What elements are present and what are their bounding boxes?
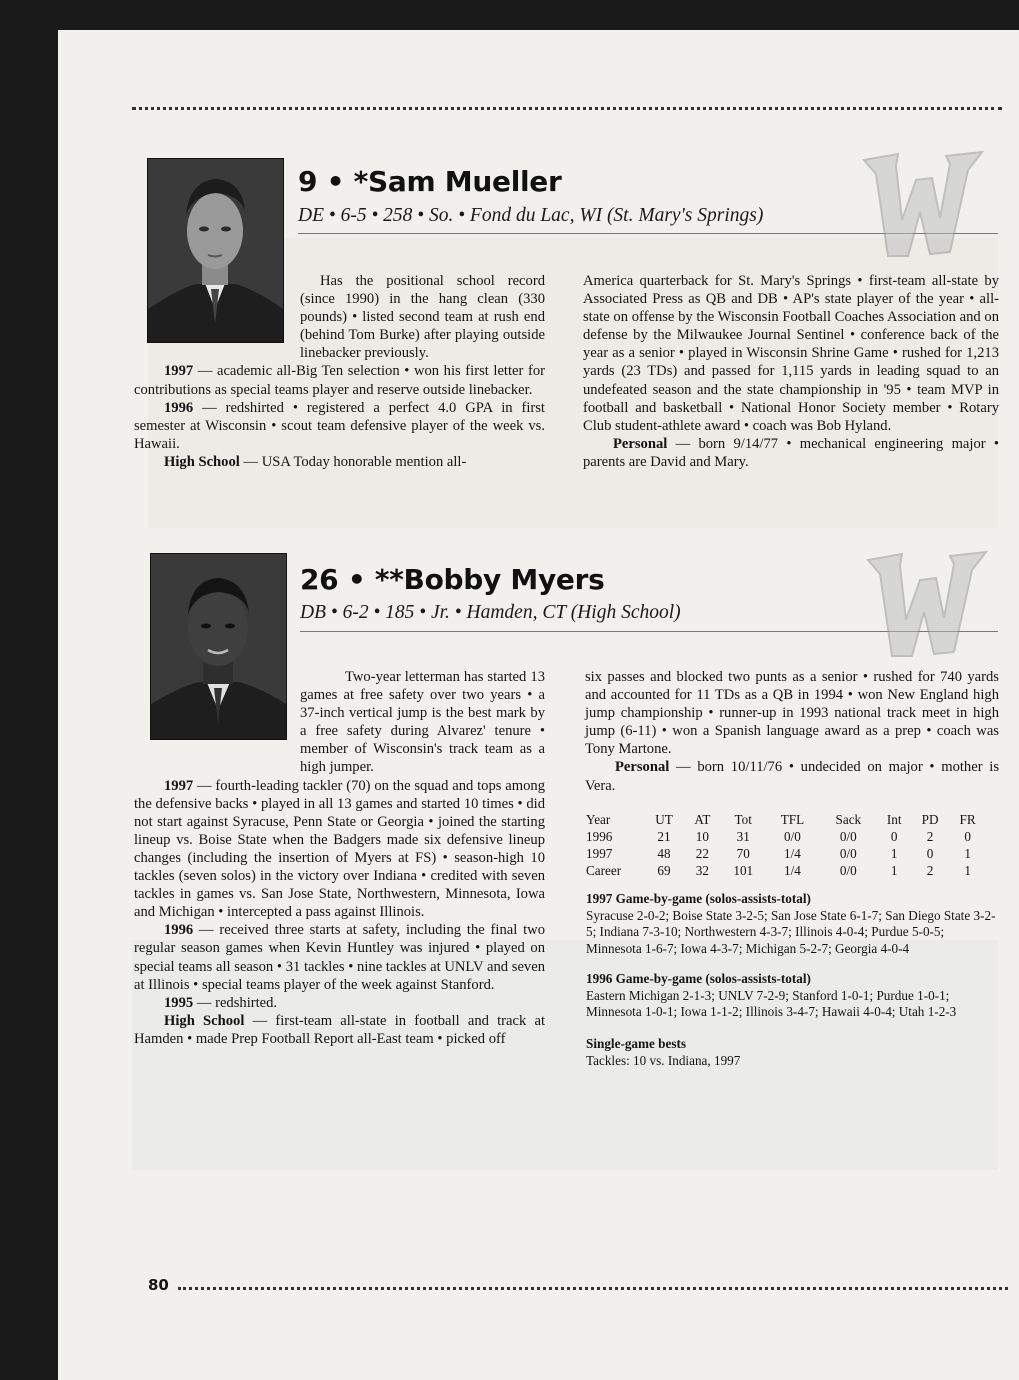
bio-paragraph: 1997 — academic all-Big Ten selection • won his first letter for contributions as special teams player and reserve outside linebacker. bbox=[134, 363, 545, 398]
col-header: UT bbox=[655, 811, 673, 827]
player-name-header: 26 • **Bobby Myers bbox=[300, 563, 605, 596]
bio-paragraph: Has the positional school record (since 1990) in the hang clean (330 pounds) • listed second team at rush end (behind Tom Burke) after playing outside linebacker previously. bbox=[300, 273, 545, 362]
game-by-game-1996: 1996 Game-by-game (solos-assists-total) Eastern Michigan 2-1-3; UNLV 7-2-9; Stanford 1-0-1; Purdue 1-0-1; Minnesota 1-0-1; Iowa 1-1-2; Illinois 3-4-7; Hawaii 4-0-4; Utah 1-2-3 bbox=[586, 971, 957, 1019]
table-row: 1996 21 10 31 0/0 0/0 0 2 0 bbox=[586, 828, 971, 844]
bio-paragraph: High School — USA Today honorable mention all- bbox=[164, 453, 467, 470]
bio-paragraph: 1997 — fourth-leading tackler (70) on the squad and tops among the defensive backs • played in all 13 games and started 10 times • did not start against Syracuse, Penn State or Georgia • joined the starting lineup vs. Boise State when the Badgers made six defensive lineup changes (including the insertion of Myers at FS) • season-high 10 tackles (seven solos) in the victory over Indiana • credited with seven tackles in games vs. San Jose State, Northwestern, Minnesota, Iowa and Michigan • intercepted a pass against Illinois. bbox=[134, 777, 545, 921]
col-header: Int bbox=[886, 811, 902, 827]
page-number: 80 bbox=[148, 1276, 169, 1294]
stats-table bbox=[586, 811, 986, 879]
bottom-dotted-rule bbox=[178, 1287, 1008, 1290]
bio-paragraph: Two-year letterman has started 13 games at free safety over two years • a 37-inch vertical jump is the best mark by a free safety during Alvarez' tenure • member of Wisconsin's track team as a high jumper. bbox=[300, 669, 545, 776]
bio-paragraph: 1996 — redshirted • registered a perfect 4.0 GPA in first semester at Wisconsin • scout team defensive player of the week vs. Hawaii. bbox=[134, 399, 545, 452]
bio-paragraph: six passes and blocked two punts as a senior • rushed for 740 yards and accounted for 11 TDs as a QB in 1994 • won New England high jump championship • runner-up in 1993 national track meet in high jump (6-11) • won a Spanish language award as a prep • coach was Tony Martone. bbox=[585, 669, 999, 758]
body-column-right bbox=[585, 668, 999, 795]
w-logo-watermark bbox=[858, 148, 988, 260]
bio-paragraph: Personal — born 10/11/76 • undecided on major • mother is Vera. bbox=[585, 759, 999, 794]
body-column-left bbox=[134, 668, 545, 1048]
game-by-game-1997: 1997 Game-by-game (solos-assists-total) Syracuse 2-0-2; Boise State 3-2-5; San Jose State 6-1-7; San Diego State 3-2-5; Indiana 7-3-10; Northwestern 4-3-7; Illinois 4-0-4; Purdue 5-0-5; Minnesota 1-6-7; Iowa 4-3-7; Michigan 5-2-7; Georgia 4-0-4 bbox=[586, 891, 996, 956]
col-header: TFL bbox=[780, 811, 805, 827]
col-header: AT bbox=[694, 811, 711, 827]
body-column-right bbox=[583, 272, 999, 471]
body-column-left bbox=[134, 272, 545, 471]
col-header: Tot bbox=[734, 811, 752, 827]
player-details: DB • 6-2 • 185 • Jr. • Hamden, CT (High School) bbox=[300, 602, 681, 623]
col-header: Year bbox=[586, 811, 611, 827]
bio-paragraph: Personal — born 9/14/77 • mechanical engineering major • parents are David and Mary. bbox=[583, 435, 999, 470]
single-game-bests: Single-game bests Tackles: 10 vs. Indiana, 1997 bbox=[586, 1036, 741, 1068]
table-row: Career 69 32 101 1/4 0/0 1 2 1 bbox=[586, 862, 971, 878]
player-details: DE • 6-5 • 258 • So. • Fond du Lac, WI (St. Mary's Springs) bbox=[298, 205, 764, 226]
bio-paragraph: America quarterback for St. Mary's Springs • first-team all-state by Associated Press as QB and DB • AP's state player of the year • all-state on offense by the Wisconsin Football Coaches Association and on defense by the Milwaukee Journal Sentinel • conference back of the year as a senior • played in Wisconsin Shrine Game • rushed for 1,213 yards (23 TDs) and passed for 1,115 yards in leading squad to an undefeated season and the state championship in '95 • team MVP in football and basketball • National Honor Society member • Rotary Club student-athlete award • coach was Bob Hyland. bbox=[583, 273, 999, 434]
w-logo-watermark bbox=[862, 548, 992, 660]
bio-paragraph: 1996 — received three starts at safety, including the final two regular season games when Kevin Huntley was injured • played on special teams all season • 31 tackles • nine tackles at UNLV and seven at Illinois • special teams player of the week against Stanford. bbox=[134, 922, 545, 993]
table-row: 1997 48 22 70 1/4 0/0 1 0 1 bbox=[586, 845, 971, 861]
stats-header-row bbox=[586, 811, 986, 828]
bio-paragraph: High School — first-team all-state in football and track at Hamden • made Prep Football Report all-East team • picked off bbox=[134, 1012, 546, 1047]
col-header: FR bbox=[959, 811, 976, 827]
bio-paragraph: 1995 — redshirted. bbox=[164, 994, 278, 1011]
top-dotted-rule bbox=[132, 107, 1002, 110]
col-header: Sack bbox=[835, 811, 862, 827]
col-header: PD bbox=[921, 811, 939, 827]
player-name-header: 9 • *Sam Mueller bbox=[298, 165, 562, 198]
